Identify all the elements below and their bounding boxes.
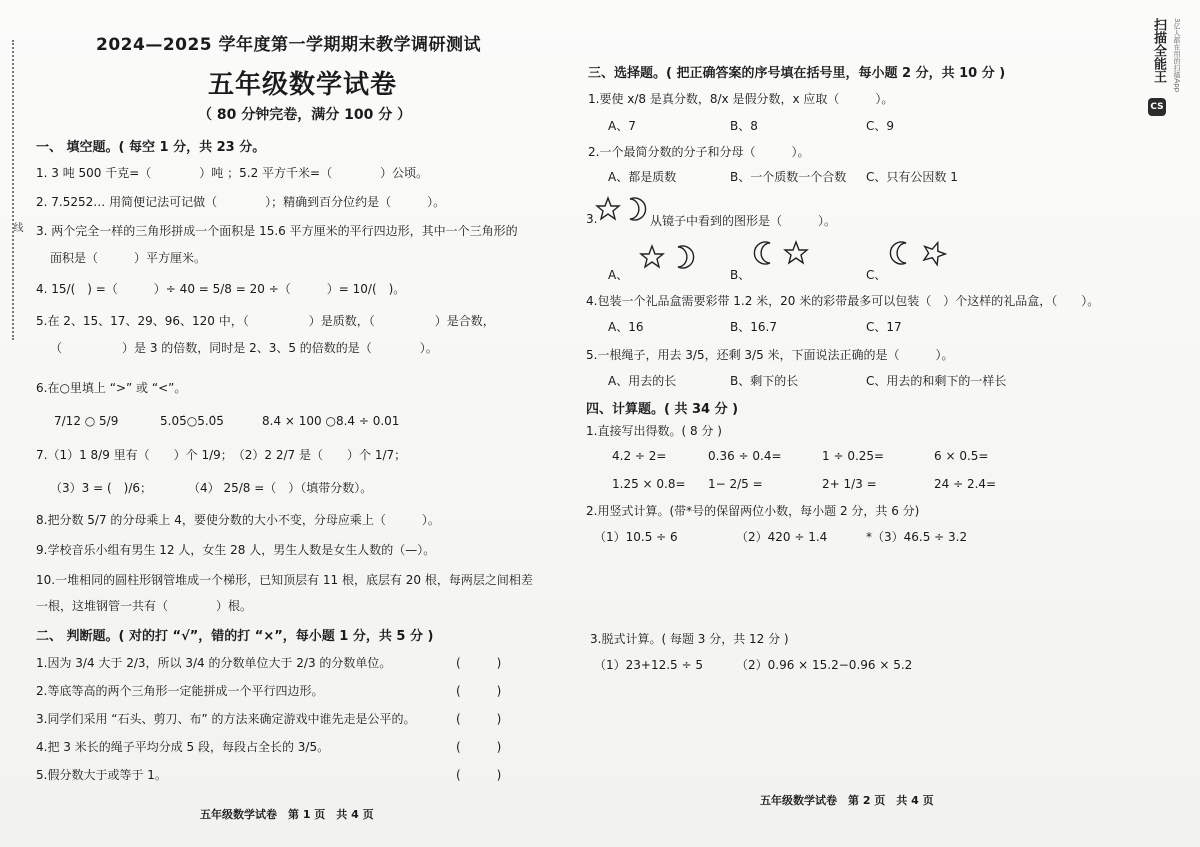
direct-calc: 1− 2/5 = [708, 477, 763, 491]
part3-q1: 1.要使 x/8 是真分数，8/x 是假分数，x 应取（ ）。 [588, 92, 894, 106]
part3-q3: 从镜子中看到的图形是（ ）。 [650, 214, 837, 228]
camscanner-logo-icon: CS [1148, 98, 1166, 116]
part3-q1-option: C、9 [866, 119, 895, 133]
direct-calc: 24 ÷ 2.4= [934, 477, 997, 491]
judge-bracket: ( ) [456, 684, 502, 698]
part3-q3-option: A、 [608, 268, 629, 282]
part3-q2: 2.一个最简分数的分子和分母（ ）。 [588, 145, 810, 159]
part1-q7-line2: （3）3 = ( )/6； （4） 25/8 =（ ）（填带分数）。 [50, 481, 373, 495]
direct-calc: 1.25 × 0.8= [612, 477, 686, 491]
part1-q5-line1: 5.在 2、15、17、29、96、120 中，（ ）是质数，（ ）是合数， [36, 314, 495, 328]
judge-bracket: ( ) [456, 656, 502, 670]
part1-q6-item: 5.05̇○5.0̇5̇ [160, 414, 224, 428]
part1-q2: 2. 7.5252… 用简便记法可记做（ ）；精确到百分位约是（ ）。 [36, 195, 446, 209]
star-moon-figure [596, 196, 652, 222]
direct-calc: 6 × 0.5= [934, 449, 989, 463]
option-c-figure [888, 240, 952, 268]
footer-right: 五年级数学试卷 第 2 页 共 4 页 [760, 794, 934, 807]
part3-q3-option: B、 [730, 268, 751, 282]
part1-q1: 1. 3 吨 500 千克=（ ）吨 ；5.2 平方千米=（ ）公顷。 [36, 166, 429, 180]
part1-q3-line2: 面积是（ ）平方厘米。 [50, 251, 207, 265]
binding-margin-mark: 线 [11, 222, 22, 232]
judge-bracket: ( ) [456, 768, 502, 782]
part1-q7-line1: 7.（1）1 8/9 里有（ ）个 1/9； （2）2 2/7 是（ ）个 1/7； [36, 448, 407, 462]
part1-q5-line2: （ ）是 3 的倍数，同时是 2、3、5 的倍数的是（ ）。 [50, 341, 438, 355]
option-b-figure [752, 240, 816, 268]
part1-q6-item: 7/12 ○ 5/9 [54, 414, 119, 428]
part1-q4: 4. 15/( ) =（ ）÷ 40 = 5/8 = 20 ÷（ ）= 10/( )。 [36, 282, 406, 296]
part1-q10-line2: 一根，这堆钢管一共有（ ）根。 [36, 599, 253, 613]
part3-q3-option: C、 [866, 268, 887, 282]
part3-q4-option: C、17 [866, 320, 902, 334]
part3-q5-option: A、用去的长 [608, 374, 677, 388]
stepwise-calc: （1）23+12.5 ÷ 5 [594, 658, 703, 672]
part1-q10-line1: 10.一堆相同的圆柱形钢管堆成一个梯形，已知顶层有 11 根，底层有 20 根，每两层之间相差 [36, 573, 533, 587]
part3-q5: 5.一根绳子，用去 3/5，还剩 3/5 米，下面说法正确的是（ ）。 [586, 348, 954, 362]
part4-heading: 四、计算题。( 共 34 分 ) [586, 402, 739, 417]
judge-item: 4.把 3 米长的绳子平均分成 5 段，每段占全长的 3/5。 [36, 740, 330, 754]
vertical-calc: （2）420 ÷ 1.4 [736, 530, 828, 544]
scanner-brand [1146, 18, 1192, 126]
option-a-figure [636, 244, 700, 272]
judge-item: 3.同学们采用 “石头、剪刀、布” 的方法来确定游戏中谁先走是公平的。 [36, 712, 416, 726]
part1-q6-item: 8.4 × 100 ○8.4 ÷ 0.01 [262, 414, 400, 428]
direct-calc: 4.2 ÷ 2= [612, 449, 667, 463]
footer-left: 五年级数学试卷 第 1 页 共 4 页 [200, 808, 374, 821]
part4-sub2: 2.用竖式计算。(带*号的保留两位小数，每小题 2 分，共 6 分) [586, 504, 920, 518]
direct-calc: 1 ÷ 0.25= [822, 449, 885, 463]
vertical-calc: *（3）46.5 ÷ 3.2 [866, 530, 968, 544]
exam-title: 2024—2025 学年度第一学期期末教学调研测试 [96, 35, 482, 55]
part4-sub1: 1.直接写出得数。( 8 分 ) [586, 424, 722, 438]
part3-heading: 三、选择题。( 把正确答案的序号填在括号里，每小题 2 分，共 10 分 ) [588, 66, 1006, 81]
part3-q5-option: C、用去的和剩下的一样长 [866, 374, 1007, 388]
part3-q2-option: B、一个质数一个合数 [730, 170, 847, 184]
brand-name: 扫描全能王 [1151, 18, 1166, 83]
stepwise-calc: （2）0.96 × 15.2−0.96 × 5.2 [736, 658, 913, 672]
judge-item: 1.因为 3/4 大于 2/3，所以 3/4 的分数单位大于 2/3 的分数单位。 [36, 656, 392, 670]
part3-q1-option: A、7 [608, 119, 636, 133]
part1-q3-line1: 3. 两个完全一样的三角形拼成一个面积是 15.6 平方厘米的平行四边形，其中一个三角形的 [36, 224, 518, 238]
part1-q6: 6.在○里填上 “>” 或 “<”。 [36, 381, 187, 395]
duration-note: （ 80 分钟完卷，满分 100 分 ） [198, 107, 412, 123]
paper-title: 五年级数学试卷 [208, 70, 398, 100]
direct-calc: 2+ 1/3 = [822, 477, 877, 491]
part3-q4-option: B、16.7 [730, 320, 777, 334]
judge-bracket: ( ) [456, 712, 502, 726]
judge-bracket: ( ) [456, 740, 502, 754]
judge-item: 2.等底等高的两个三角形一定能拼成一个平行四边形。 [36, 684, 324, 698]
part3-q3-number: 3. [586, 212, 598, 226]
part1-q9: 9.学校音乐小组有男生 12 人，女生 28 人，男生人数是女生人数的（—）。 [36, 543, 436, 557]
part3-q1-option: B、8 [730, 119, 758, 133]
direct-calc: 0.36 ÷ 0.4= [708, 449, 782, 463]
part3-q2-option: C、只有公因数 1 [866, 170, 958, 184]
judge-item: 5.假分数大于或等于 1。 [36, 768, 167, 782]
part4-sub3: 3.脱式计算。( 每题 3 分，共 12 分 ) [590, 632, 789, 646]
binding-dotted-line [12, 40, 14, 340]
part1-heading: 一、 填空题。( 每空 1 分，共 23 分。 [36, 140, 266, 155]
part3-q5-option: B、剩下的长 [730, 374, 799, 388]
brand-slogan: 3亿人都在用的扫描App [1173, 18, 1181, 93]
part3-q2-option: A、都是质数 [608, 170, 677, 184]
part2-heading: 二、 判断题。( 对的打 “√”，错的打 “×”，每小题 1 分，共 5 分 ) [36, 629, 434, 644]
vertical-calc: （1）10.5 ÷ 6 [594, 530, 678, 544]
part3-q4-option: A、16 [608, 320, 644, 334]
part1-q8: 8.把分数 5/7 的分母乘上 4，要使分数的大小不变，分母应乘上（ ）。 [36, 513, 440, 527]
part3-q4: 4.包装一个礼品盒需要彩带 1.2 米，20 米的彩带最多可以包装（ ）个这样的礼品盒，（ ）。 [586, 294, 1100, 308]
